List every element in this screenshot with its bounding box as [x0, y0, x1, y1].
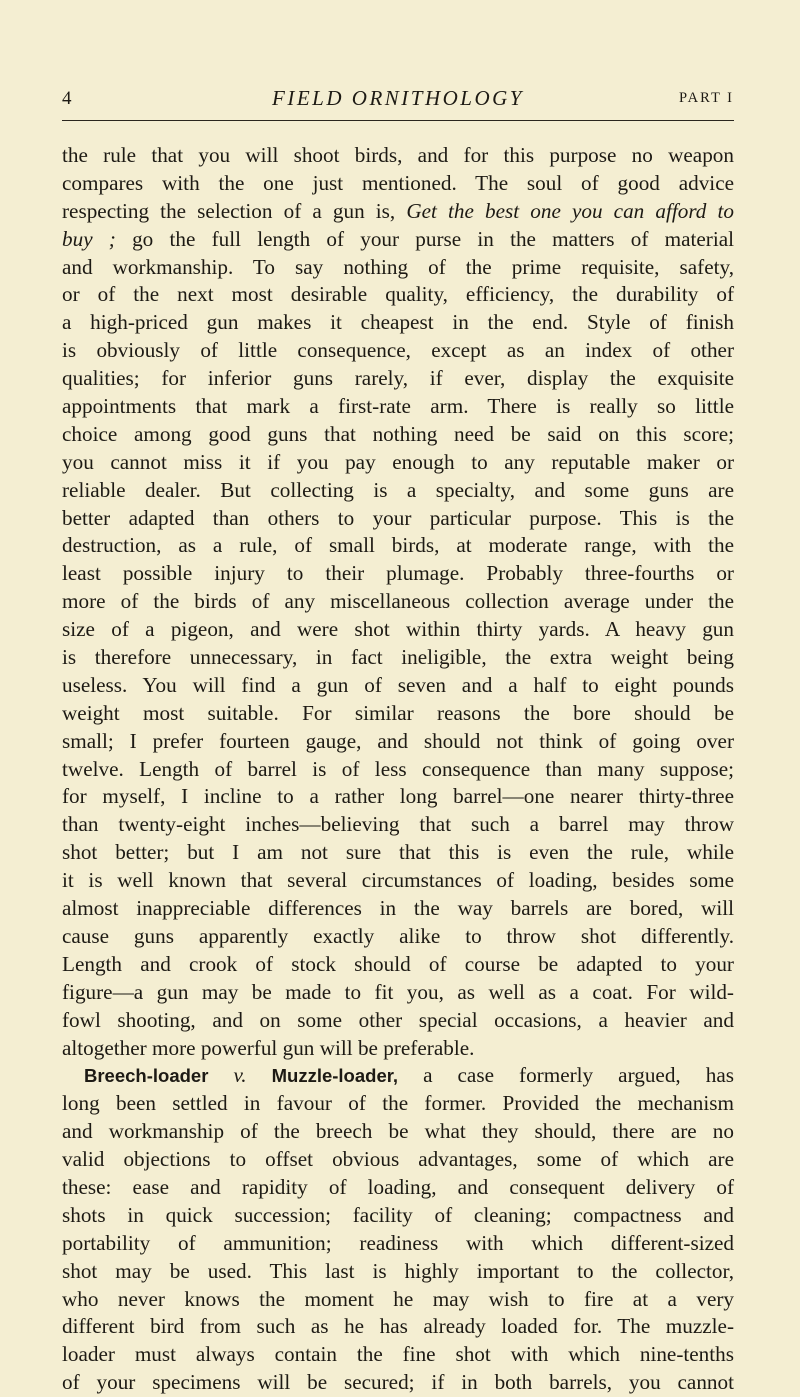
text-line: twelve. Length of barrel is of less consequence than many suppose; [62, 756, 734, 781]
text-line: of your specimens will be secured; if in both barrels, you cannot [62, 1370, 734, 1395]
text-line: altogether more powerful gun will be preferable. [62, 1035, 475, 1060]
text-line [62, 198, 734, 226]
text-line: you cannot miss it if you pay enough to any reputable maker or [62, 449, 734, 474]
text-line: for myself, I incline to a rather long barrel—one nearer thirty-three [62, 784, 734, 809]
section-heading-line [62, 1062, 734, 1090]
text-segment: a case formerly argued, has [423, 1063, 734, 1088]
text-line: is therefore unnecessary, in fact ineligible, the extra weight being [62, 645, 734, 670]
text-line: loader must always contain the fine shot with which nine-tenths [62, 1342, 734, 1367]
text-line: a high-priced gun makes it cheapest in the end. Style of finish [62, 310, 734, 335]
heading-breech-loader: Breech-loader [84, 1065, 209, 1087]
text-line: weight most suitable. For similar reasons the bore should be [62, 700, 734, 725]
text-line: least possible injury to their plumage. Probably three-fourths or [62, 561, 734, 586]
text-segment: go the full length of your purse in the matters of material [132, 226, 734, 251]
text-line: almost inappreciable differences in the way barrels are bored, will [62, 896, 734, 921]
italic-quote-end: buy ; [62, 226, 116, 251]
heading-muzzle-loader: Muzzle-loader, [271, 1065, 399, 1087]
text-line: qualities; for inferior guns rarely, if ever, display the exquisite [62, 366, 734, 391]
text-line: reliable dealer. But collecting is a specialty, and some guns are [62, 477, 734, 502]
text-line: cause guns apparently exactly alike to throw shot differently. [62, 923, 734, 948]
text-line: these: ease and rapidity of loading, and consequent delivery of [62, 1174, 734, 1199]
text-line: shot better; but I am not sure that this is even the rule, while [62, 840, 734, 865]
page-header [62, 86, 734, 121]
text-line: fowl shooting, and on some other special occasions, a heavier and [62, 1007, 734, 1032]
text-line: useless. You will find a gun of seven and a half to eight pounds [62, 672, 734, 697]
text-line: small; I prefer fourteen gauge, and should not think of going over [62, 728, 734, 753]
text-line: different bird from such as he has already loaded for. The muzzle- [62, 1314, 734, 1339]
text-line: portability of ammunition; readiness with which different-sized [62, 1230, 734, 1255]
text-line: and workmanship. To say nothing of the prime requisite, safety, [62, 254, 734, 279]
text-line: long been settled in favour of the former. Provided the mechanism [62, 1091, 734, 1116]
part-label: PART I [678, 90, 734, 106]
text-line: better adapted than others to your particular purpose. This is the [62, 505, 734, 530]
text-line: than twenty-eight inches—believing that such a barrel may throw [62, 812, 734, 837]
text-line: valid objections to offset obvious advantages, some of which are [62, 1147, 734, 1172]
text-line: figure—a gun may be made to fit you, as well as a coat. For wild- [62, 979, 734, 1004]
text-line: who never knows the moment he may wish to fire at a very [62, 1286, 734, 1311]
text-line: choice among good guns that nothing need be said on this score; [62, 421, 734, 446]
text-line: it is well known that several circumstances of loading, besides some [62, 868, 734, 893]
body-text [62, 142, 734, 1397]
text-line: Length and crook of stock should of course be adapted to your [62, 951, 734, 976]
running-title: FIELD ORNITHOLOGY [272, 86, 524, 110]
text-line: the rule that you will shoot birds, and for this purpose no weapon [62, 143, 734, 167]
text-line: shot may be used. This last is highly important to the collector, [62, 1258, 734, 1283]
text-line: is obviously of little consequence, except as an index of other [62, 338, 734, 363]
text-line: size of a pigeon, and were shot within thirty yards. A heavy gun [62, 617, 734, 642]
text-line: compares with the one just mentioned. The soul of good advice [62, 170, 734, 195]
text-line: or of the next most desirable quality, efficiency, the durability of [62, 282, 734, 307]
heading-versus: v. [233, 1063, 247, 1088]
text-line [62, 226, 734, 254]
page-number: 4 [62, 88, 72, 109]
text-segment: respecting the selection of a gun is, [62, 198, 396, 223]
text-line: destruction, as a rule, of small birds, at moderate range, with the [62, 533, 734, 558]
italic-quote: Get the best one you can afford to [406, 198, 734, 223]
text-line: more of the birds of any miscellaneous collection average under the [62, 589, 734, 614]
text-line: appointments that mark a first-rate arm. There is really so little [62, 394, 734, 419]
text-line: and workmanship of the breech be what they should, there are no [62, 1119, 734, 1144]
text-line: shots in quick succession; facility of cleaning; compactness and [62, 1202, 734, 1227]
